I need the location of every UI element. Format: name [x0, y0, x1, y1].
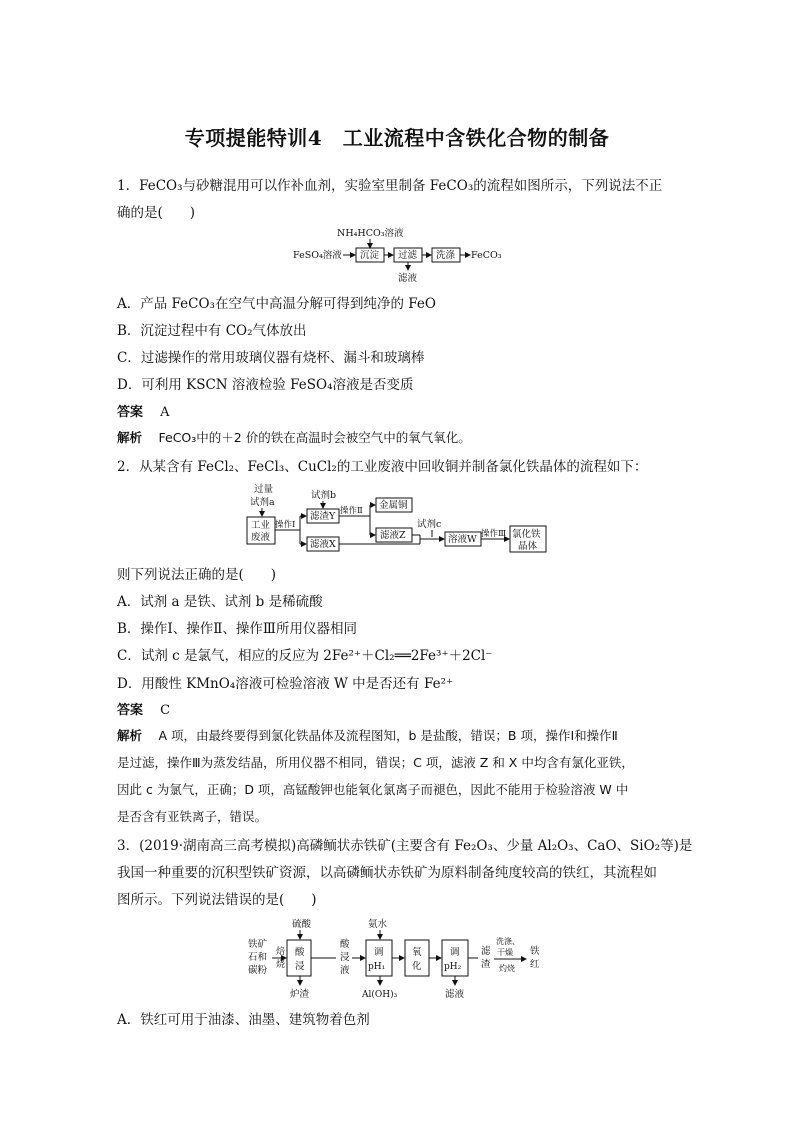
q2-op3-label: 操作Ⅲ — [481, 529, 507, 539]
q3-flow-diagram — [248, 918, 540, 1000]
q1-answer — [117, 401, 170, 420]
q2-explain-label: 解析 — [117, 728, 143, 743]
q2-answer-label: 答案 — [117, 703, 144, 718]
q3-stem-line1: 3．(2019·湖南高三高考模拟)高磷鲕状赤铁矿(主要含有 Fe₂O₃、少量 Al₂O₃、CaO、SiO₂等)是 — [117, 838, 693, 854]
q2-explain-text1: A 项，由最终要得到氯化铁晶体及流程图知，b 是盐酸，错误；B 项，操作Ⅰ和操作Ⅱ — [158, 728, 618, 743]
q2-reagent-a-line2: 试剂a — [250, 497, 275, 508]
q3-oxidize-line1: 氧 — [412, 947, 422, 958]
q2-filtrate-x-label: 滤液X — [310, 539, 336, 550]
q1-explain-text: FeCO₃中的＋2 价的铁在高温时会被空气中的氧气氧化。 — [158, 430, 471, 445]
q2-reagent-a-line1: 过量 — [254, 484, 274, 495]
q2-op2-label: 操作Ⅱ — [340, 506, 363, 516]
q1-option-c: C．过滤操作的常用玻璃仪器有烧杯、漏斗和玻璃棒 — [117, 350, 425, 366]
q3-burn-label: 灼烧 — [499, 964, 515, 973]
q1-stem-line2: 确的是( ) — [117, 205, 196, 221]
q3-wash-line2: 干燥 — [497, 948, 513, 957]
q1-step2-label: 过滤 — [398, 250, 418, 261]
page-title: 专项提能特训4 工业流程中含铁化合物的制备 — [184, 126, 610, 150]
q2-reagent-c-label: 试剂c — [417, 519, 442, 530]
q1-flow-diagram — [293, 227, 502, 284]
q2-answer-value: C — [160, 703, 171, 718]
q3-leachate-line1: 酸 — [340, 939, 350, 950]
q2-waste-line1: 工业 — [251, 520, 271, 531]
q3-leach-line1: 酸 — [295, 947, 305, 958]
q3-ore-line2: 石和 — [248, 952, 268, 963]
q3-ph1-line1: 调 — [374, 947, 384, 958]
q1-input-label: FeSO₄溶液 — [293, 250, 342, 261]
q3-ore-line1: 铁矿 — [248, 939, 268, 950]
q3-residue-line2: 渣 — [481, 959, 491, 970]
q3-ph1-line2: pH₁ — [368, 962, 386, 972]
q2-explanation-line3: 因此 c 为氯气，正确；D 项，高锰酸钾也能氧化氯离子而褪色，因此不能用于检验溶液 W 中 — [117, 782, 629, 797]
q2-op1-label: 操作Ⅰ — [275, 520, 296, 530]
q3-option-a: A．铁红可用于油漆、油墨、建筑物着色剂 — [117, 1012, 370, 1028]
q1-step3-label: 洗涤 — [436, 250, 456, 261]
q2-answer — [117, 699, 170, 718]
q3-red-line2: 红 — [530, 959, 540, 970]
q2-explanation-line4: 是否含有亚铁离子，错误。 — [117, 809, 268, 824]
q2-crystal-line1: 氯化铁 — [512, 529, 541, 540]
q2-option-a: A．试剂 a 是铁、试剂 b 是稀硫酸 — [117, 594, 323, 610]
q3-aloh-label: Al(OH)₃ — [362, 990, 398, 1000]
q3-red-line1: 铁 — [530, 946, 540, 957]
q1-product-label: FeCO₃ — [471, 250, 502, 261]
q1-answer-label: 答案 — [117, 405, 144, 420]
q1-option-a: A．产品 FeCO₃在空气中高温分解可得到纯净的 FeO — [117, 296, 436, 312]
q1-step1-label: 沉淀 — [360, 250, 380, 261]
q3-slag-label: 炉渣 — [290, 989, 310, 1000]
q2-flow-diagram — [247, 483, 546, 552]
q1-stem-line1: 1．FeCO₃与砂糖混用可以作补血剂，实验室里制备 FeCO₃的流程如图所示，下列说法不正 — [117, 178, 663, 194]
q3-leach-line2: 浸 — [295, 961, 305, 972]
q2-option-c: C．试剂 c 是氯气，相应的反应为 2Fe²⁺＋Cl₂══2Fe³⁺＋2Cl⁻ — [117, 648, 493, 664]
q3-leachate-line2: 浸 — [340, 952, 350, 963]
q3-wash-line1: 洗涤、 — [496, 937, 520, 946]
q3-stem-line3: 图所示。下列说法错误的是( ) — [117, 892, 317, 908]
q1-reagent-label: NH₄HCO₃溶液 — [337, 228, 404, 239]
q2-waste-line2: 废液 — [251, 532, 271, 543]
q3-ore-line3: 碳粉 — [248, 965, 268, 976]
q3-residue-line1: 滤 — [481, 946, 491, 957]
q3-stem-line2: 我国一种重要的沉积型铁矿资源，以高磷鲕状赤铁矿为原料制备纯度较高的铁红，其流程如 — [117, 865, 657, 881]
q3-filtrate-label: 滤液 — [445, 989, 465, 1000]
q3-leachate-line3: 液 — [340, 965, 350, 976]
q2-copper-label: 金属铜 — [379, 500, 408, 511]
q3-ph2-line1: 调 — [450, 947, 460, 958]
q2-reagent-b-label: 试剂b — [311, 490, 337, 501]
q1-answer-value: A — [160, 405, 170, 420]
q3-oxidize-line2: 化 — [412, 961, 422, 972]
q3-ammonia-label: 氨水 — [368, 919, 388, 930]
q2-explanation-line1 — [117, 726, 618, 744]
q2-filter-y-label: 滤渣Y — [310, 511, 336, 522]
q1-explanation — [117, 428, 471, 446]
q1-explain-label: 解析 — [117, 430, 143, 445]
q2-stem-line2: 则下列说法正确的是( ) — [117, 567, 277, 583]
q2-option-b: B．操作Ⅰ、操作Ⅱ、操作Ⅲ所用仪器相同 — [117, 621, 357, 637]
q2-option-d: D．用酸性 KMnO₄溶液可检验溶液 W 中是否还有 Fe²⁺ — [117, 676, 454, 692]
q2-explanation-line2: 是过滤，操作Ⅲ为蒸发结晶，所用仪器不相同，错误；C 项，滤液 Z 和 X 中均含有氯化亚铁， — [117, 755, 634, 770]
q3-roast-line2: 烧 — [276, 960, 286, 970]
q2-solution-w-label: 溶液W — [448, 534, 477, 545]
q3-ph2-line2: pH₂ — [444, 962, 462, 972]
q2-filtrate-z-label: 滤液Z — [380, 530, 406, 541]
q3-roast-line1: 焙 — [276, 947, 286, 957]
q1-option-d: D．可利用 KSCN 溶液检验 FeSO₄溶液是否变质 — [117, 377, 414, 393]
q1-byproduct-label: 滤液 — [398, 273, 418, 284]
q3-sulfuric-label: 硫酸 — [292, 919, 312, 930]
q2-stem-line1: 2．从某含有 FeCl₂、FeCl₃、CuCl₂的工业废液中回收铜并制备氯化铁晶体的流程如下： — [117, 459, 648, 475]
q1-option-b: B．沉淀过程中有 CO₂气体放出 — [117, 323, 307, 339]
q2-crystal-line2: 晶体 — [518, 541, 538, 552]
